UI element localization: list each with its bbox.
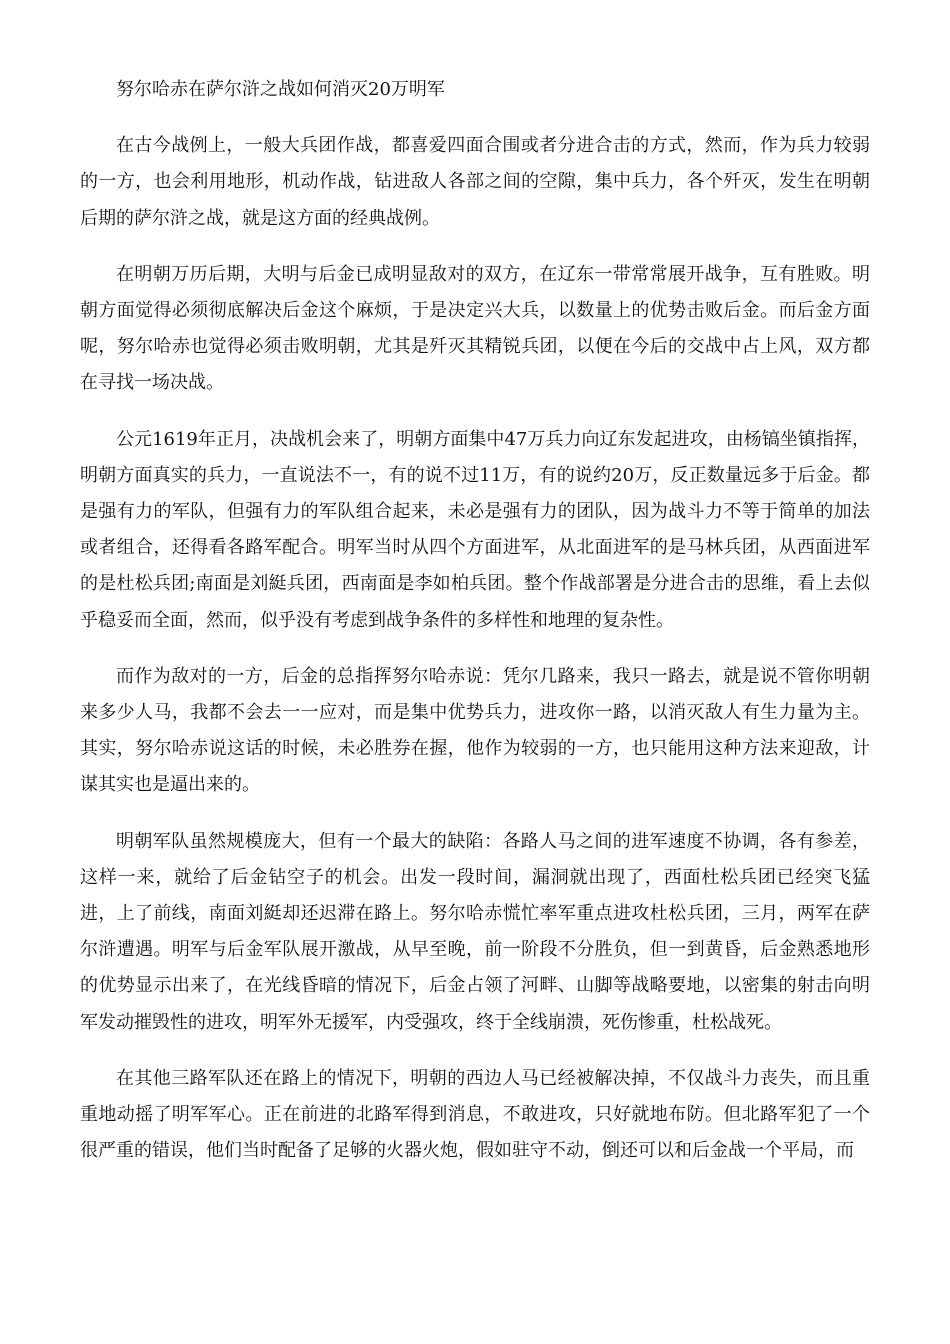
document-page <box>80 72 870 1189</box>
paragraph-4: 而作为敌对的一方，后金的总指挥努尔哈赤说：凭尔几路来，我只一路去，就是说不管你明朝来多少人马，我都不会去一一应对，而是集中优势兵力，进攻你一路，以消灭敌人有生力量为主。其实，努尔哈赤说这话的时候，未必胜券在握，他作为较弱的一方，也只能用这种方法来迎敌，计谋其实也是逼出来的。 <box>80 665 870 796</box>
paragraph-5: 明朝军队虽然规模庞大，但有一个最大的缺陷：各路人马之间的进军速度不协调，各有参差，这样一来，就给了后金钻空子的机会。出发一段时间，漏洞就出现了，西面杜松兵团已经突飞猛进，上了前线，南面刘綎却还迟滞在路上。努尔哈赤慌忙率军重点进攻杜松兵团，三月，两军在萨尔浒遭遇。明军与后金军队展开激战，从早至晚，前一阶段不分胜负，但一到黄昏，后金熟悉地形的优势显示出来了，在光线昏暗的情况下，后金占领了河畔、山脚等战略要地，以密集的射击向明军发动摧毁性的进攻，明军外无援军，内受强攻，终于全线崩溃，死伤惨重，杜松战死。 <box>80 830 870 1033</box>
paragraph-1: 在古今战例上，一般大兵团作战，都喜爱四面合围或者分进合击的方式，然而，作为兵力较弱的一方，也会利用地形，机动作战，钻进敌人各部之间的空隙，集中兵力，各个歼灭，发生在明朝后期的萨尔浒之战，就是这方面的经典战例。 <box>80 135 870 229</box>
paragraph-6: 在其他三路军队还在路上的情况下，明朝的西边人马已经被解决掉，不仅战斗力丧失，而且重重地动摇了明军军心。正在前进的北路军得到消息，不敢进攻，只好就地布防。但北路军犯了一个很严重的错误，他们当时配备了足够的火器火炮，假如驻守不动，倒还可以和后金战一个平局，而 <box>80 1067 870 1162</box>
paragraph-3: 公元1619年正月，决战机会来了，明朝方面集中47万兵力向辽东发起进攻，由杨镐坐镇指挥，明朝方面真实的兵力，一直说法不一，有的说不过11万，有的说约20万，反正数量远多于后金。都是强有力的军队，但强有力的军队组合起来，未必是强有力的团队，因为战斗力不等于简单的加法或者组合，还得看各路军配合。明军当时从四个方面进军，从北面进军的是马林兵团，从西面进军的是杜松兵团;南面是刘綎兵团，西南面是李如柏兵团。整个作战部署是分进合击的思维，看上去似乎稳妥而全面，然而，似乎没有考虑到战争条件的多样性和地理的复杂性。 <box>80 428 870 631</box>
paragraph-2: 在明朝万历后期，大明与后金已成明显敌对的双方，在辽东一带常常展开战争，互有胜败。明朝方面觉得必须彻底解决后金这个麻烦，于是决定兴大兵，以数量上的优势击败后金。而后金方面呢，努尔哈赤也觉得必须击败明朝，尤其是歼灭其精锐兵团，以便在今后的交战中占上风，双方都在寻找一场决战。 <box>80 263 870 394</box>
document-title: 努尔哈赤在萨尔浒之战如何消灭20万明军 <box>116 79 445 100</box>
